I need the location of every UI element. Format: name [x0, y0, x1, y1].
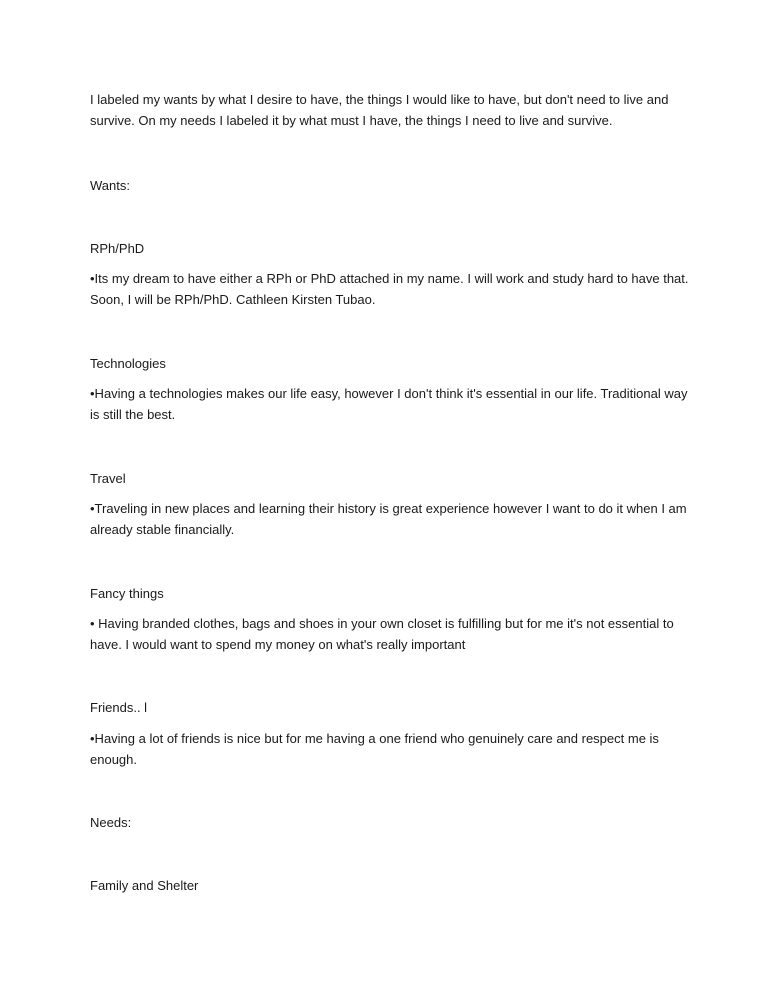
needs-heading: Needs:: [90, 815, 132, 830]
travel-heading: Travel: [90, 471, 126, 486]
technologies-heading: Technologies: [90, 356, 166, 371]
technologies-paragraph: •Having a technologies makes our life easy, however I don't think it's essential in our life. Traditional way is still the best.: [90, 386, 688, 422]
friends-heading: Friends.. l: [90, 700, 148, 715]
fancy-things-paragraph: • Having branded clothes, bags and shoes in your own closet is fulfilling but for me it's not essential to have. I would want to spend my money on what's really important: [90, 616, 674, 652]
travel-paragraph: •Traveling in new places and learning their history is great experience however I want to do it when I am already stable financially.: [90, 501, 687, 537]
family-shelter-heading: Family and Shelter: [90, 878, 199, 893]
rph-paragraph: •Its my dream to have either a RPh or PhD attached in my name. I will work and study hard to have that. Soon, I will be RPh/PhD. Cathleen Kirsten Tubao.: [90, 271, 689, 307]
intro-paragraph: I labeled my wants by what I desire to have, the things I would like to have, but don't need to live and survive. On my needs I labeled it by what must I have, the things I need to live and survive.: [90, 92, 669, 128]
rph-heading: RPh/PhD: [90, 241, 145, 256]
friends-paragraph: •Having a lot of friends is nice but for me having a one friend who genuinely care and respect me is enough.: [90, 731, 659, 767]
fancy-things-heading: Fancy things: [90, 586, 164, 601]
wants-heading: Wants:: [90, 178, 130, 193]
